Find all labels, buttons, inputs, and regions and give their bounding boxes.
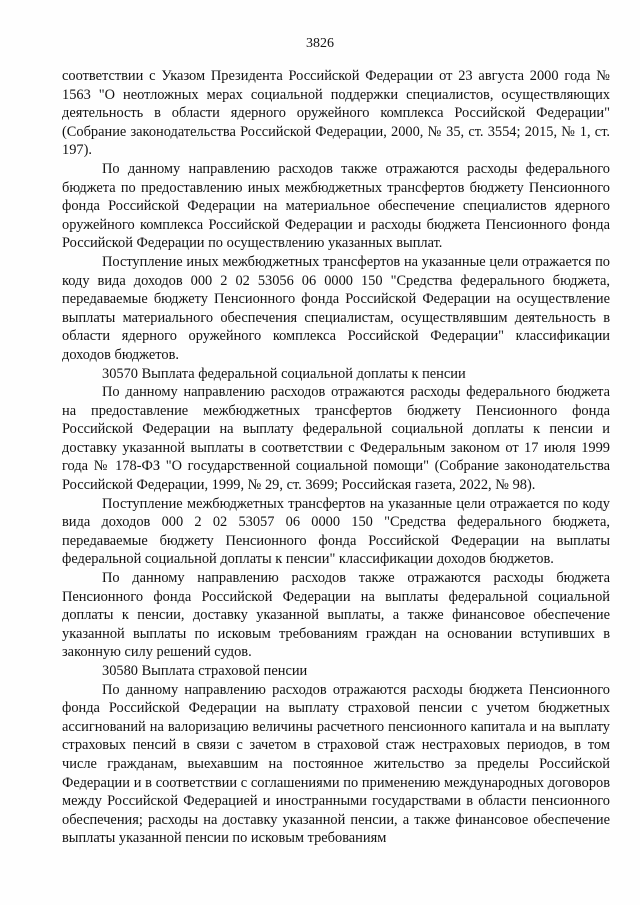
section-heading-30580: 30580 Выплата страховой пенсии (102, 663, 308, 679)
paragraph: Поступление иных межбюджетных трансфертов на указанные цели отражается по коду вида доходов 000 2 02 53056 06 0000 150 "Средства федерального бюджета, передаваемые бюджету Пенсионного фонда Российской Федерации на осуществление выплаты материального обеспечения специалистам, осуществлявшим деятельность в области ядерного оружейного комплекса Российской Федерации" классификации доходов бюджетов. (62, 253, 610, 363)
section-heading-30570: 30570 Выплата федеральной социальной доплаты к пенсии (102, 365, 466, 382)
paragraph: По данному направлению расходов также отражаются расходы федерального бюджета по предоставлению иных межбюджетных трансфертов бюджету Пенсионного фонда Российской Федерации на материальное обеспечение специалистов ядерного оружейного комплекса Российской Федерации и расходы бюджета Пенсионного фонда Российской Федерации по осуществлению указанных выплат. (62, 160, 610, 252)
paragraph: Поступление межбюджетных трансфертов на указанные цели отражается по коду вида доходов 000 2 02 53057 06 0000 150 "Средства федерального бюджета, передаваемые бюджету Пенсионного фонда Российской Федерации на выплаты федеральной социальной доплаты к пенсии" классификации доходов бюджетов. (62, 495, 610, 568)
paragraph: По данному направлению расходов отражаются расходы федерального бюджета на предоставление межбюджетных трансфертов бюджету Пенсионного фонда Российской Федерации на выплату федеральной социальной доплаты к пенсии и доставку указанной выплаты в соответствии с Федеральным законом от 17 июля 1999 года № 178-ФЗ "О государственной социальной помощи" (Собрание законодательства Российской Федерации, 1999, № 29, ст. 3699; Российская газета, 2022, № 98). (62, 384, 610, 494)
paragraph: По данному направлению расходов также отражаются расходы бюджета Пенсионного фонда Российской Федерации на выплаты федеральной социальной доплаты к пенсии, доставку указанной выплаты, а также финансовое обеспечение указанной выплаты по исковым требованиям граждан на основании вступивших в законную силу решений судов. (62, 570, 610, 661)
page-number: 3826 (306, 36, 334, 51)
paragraph-continuation: соответствии с Указом Президента Российской Федерации от 23 августа 2000 года № 1563 "О неотложных мерах социальной поддержки специалистов, осуществляющих деятельность в области ядерного оружейного комплекса Российской Федерации" (Собрание законодательства Российской Федерации, 2000, № 35, ст. 3554; 2015, № 1, ст. 197). (62, 68, 610, 159)
document-body (62, 67, 610, 848)
paragraph: По данному направлению расходов отражаются расходы бюджета Пенсионного фонда Российской Федерации на выплату страховой пенсии с учетом бюджетных ассигнований на валоризацию величины расчетного пенсионного капитала и на выплату страховых пенсий в связи с зачетом в страховой стаж нестраховых периодов, в том числе гражданам, выехавшим на постоянное жительство за пределы Российской Федерации и в соответствии с соглашениями по применению международных договоров между Российской Федерацией и иностранными государствами в области пенсионного обеспечения; расходы на доставку указанной пенсии, а также финансовое обеспечение выплаты указанной пенсии по исковым требованиям (62, 681, 610, 847)
